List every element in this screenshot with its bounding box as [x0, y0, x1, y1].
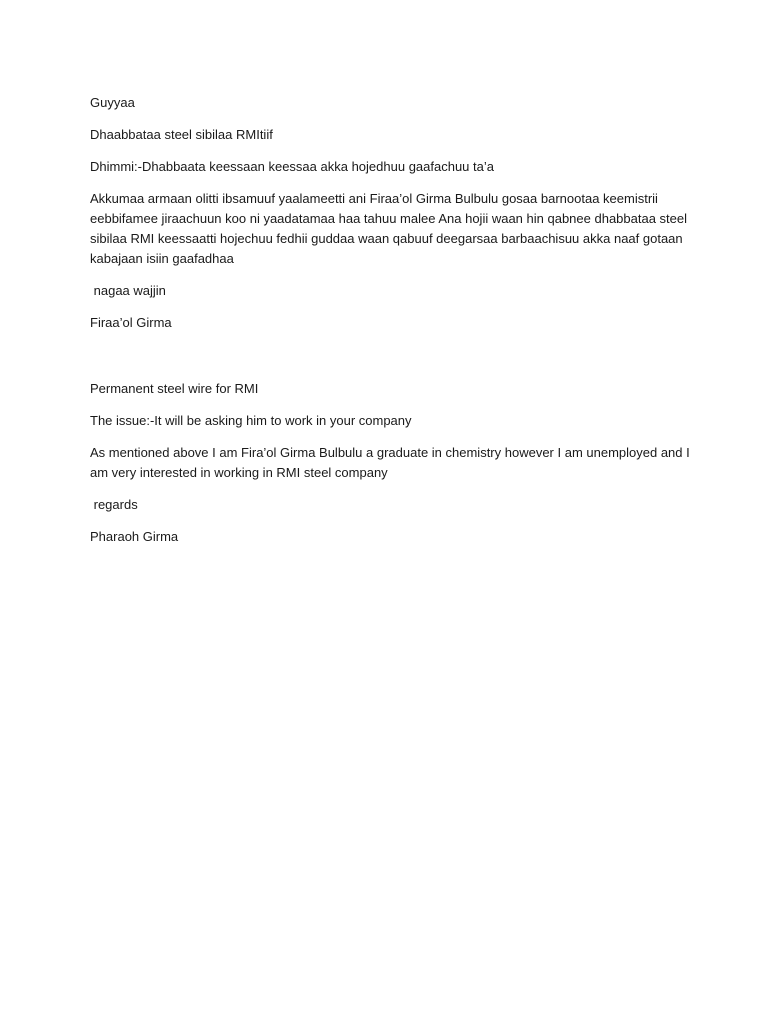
oromo-signature: Firaa’ol Girma — [90, 315, 172, 330]
english-signature: Pharaoh Girma — [90, 529, 179, 544]
english-title: Permanent steel wire for RMI — [90, 381, 259, 396]
english-body: As mentioned above I am Fira’ol Girma Bulbulu a graduate in chemistry however I am unemployed and I am very interested in working in RMI steel company — [90, 445, 694, 480]
oromo-salutation: Guyyaa — [90, 95, 135, 110]
oromo-closing: nagaa wajjin — [90, 283, 166, 298]
oromo-subject: Dhimmi:-Dhabbaata keessaan keessaa akka hojedhuu gaafachuu ta’a — [90, 159, 494, 174]
english-subject: The issue:-It will be asking him to work in your company — [90, 413, 412, 428]
document-content — [90, 93, 694, 559]
oromo-body: Akkumaa armaan olitti ibsamuuf yaalameetti ani Firaa’ol Girma Bulbulu gosaa barnootaa keemistrii eebbifamee jiraachuun koo ni yaadatamaa haa tahuu malee Ana hojii waan hin qabnee dhabbataa steel sibilaa RMI keessaatti hojechuu fedhii guddaa waan qabuuf deegarsaa barbaachisuu akka naaf gotaan kabajaan isiin gaafadhaa — [90, 191, 691, 266]
english-closing: regards — [90, 497, 138, 512]
oromo-recipient: Dhaabbataa steel sibilaa RMItiif — [90, 127, 273, 142]
section-spacer — [90, 345, 690, 379]
